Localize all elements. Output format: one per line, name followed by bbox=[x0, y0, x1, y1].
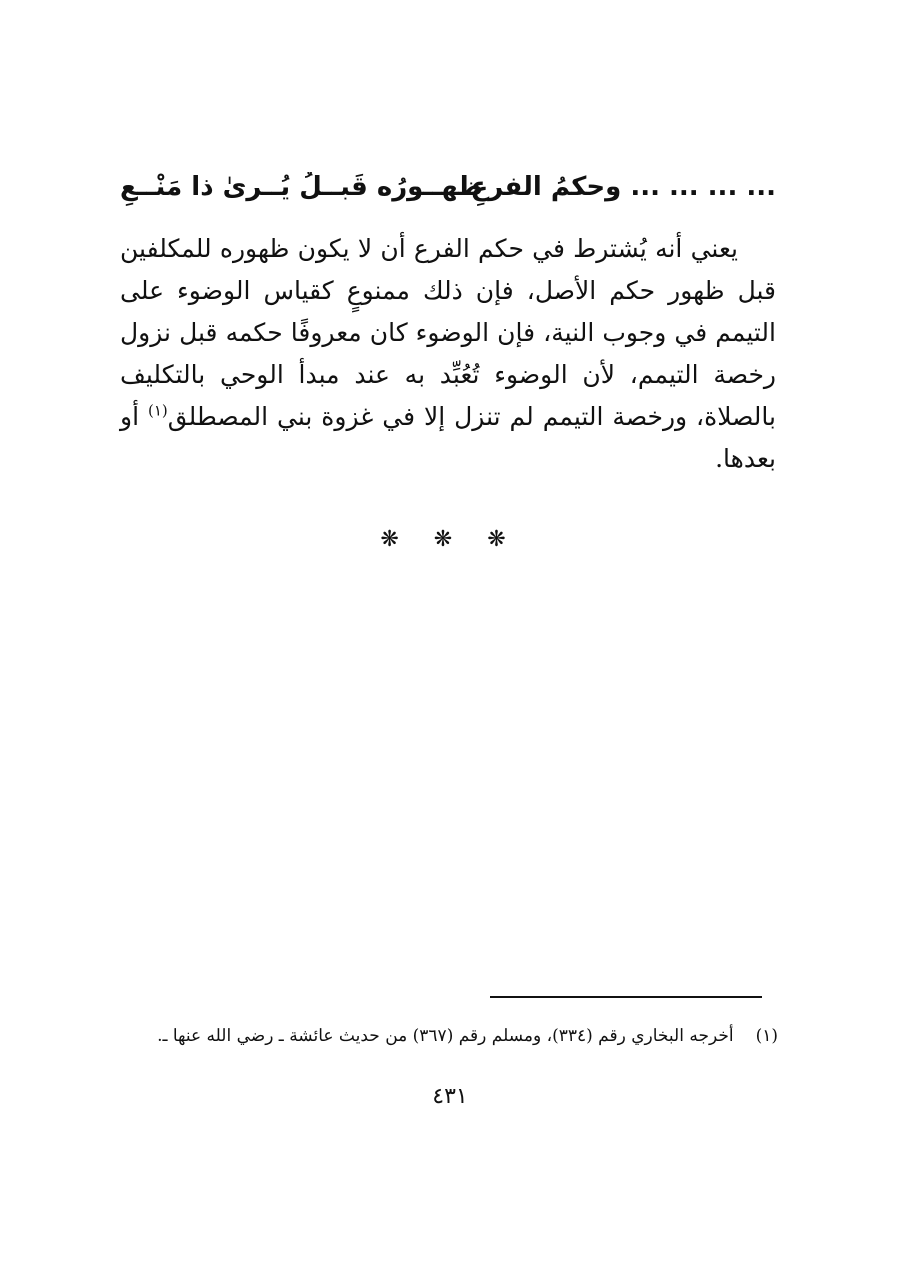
footnote-reference[interactable]: (١) bbox=[147, 401, 168, 420]
footnote-number: (١) bbox=[755, 1026, 778, 1046]
paragraph-ending: أو بعدها. bbox=[120, 402, 776, 473]
commentary-paragraph bbox=[120, 228, 776, 480]
page-number: ٤٣١ bbox=[432, 1084, 468, 1109]
verse-first-hemistich: ... ... ... ... وحكمُ الفرعِ bbox=[470, 172, 776, 202]
footnote bbox=[120, 1022, 778, 1050]
section-separator: ❋ ❋ ❋ bbox=[380, 527, 520, 552]
paragraph-text bbox=[120, 228, 776, 480]
verse-line bbox=[120, 172, 776, 218]
footnote-divider bbox=[490, 996, 762, 998]
verse-second-hemistich: ظهــورُه قَبــلُ يُــرىٰ ذا مَنْــعِ bbox=[120, 172, 483, 202]
paragraph-main: يعني أنه يُشترط في حكم الفرع أن لا يكون ظهوره للمكلفين قبل ظهور حكم الأصل، فإن ذلك ممنوعٍ كقياس الوضوء على التيمم في وجوب النية، فإن الوضوء كان معروفًا حكمه قبل نزول رخصة التيمم، لأن الوضوء تُعُبِّد به عند مبدأ الوحي بالتكليف بالصلاة، ورخصة التيمم لم تنزل إلا في غزوة بني المصطلق bbox=[120, 234, 776, 431]
footnote-text: أخرجه البخاري رقم (٣٣٤)، ومسلم رقم (٣٦٧) من حديث عائشة ـ رضي الله عنها ـ. bbox=[157, 1026, 734, 1046]
